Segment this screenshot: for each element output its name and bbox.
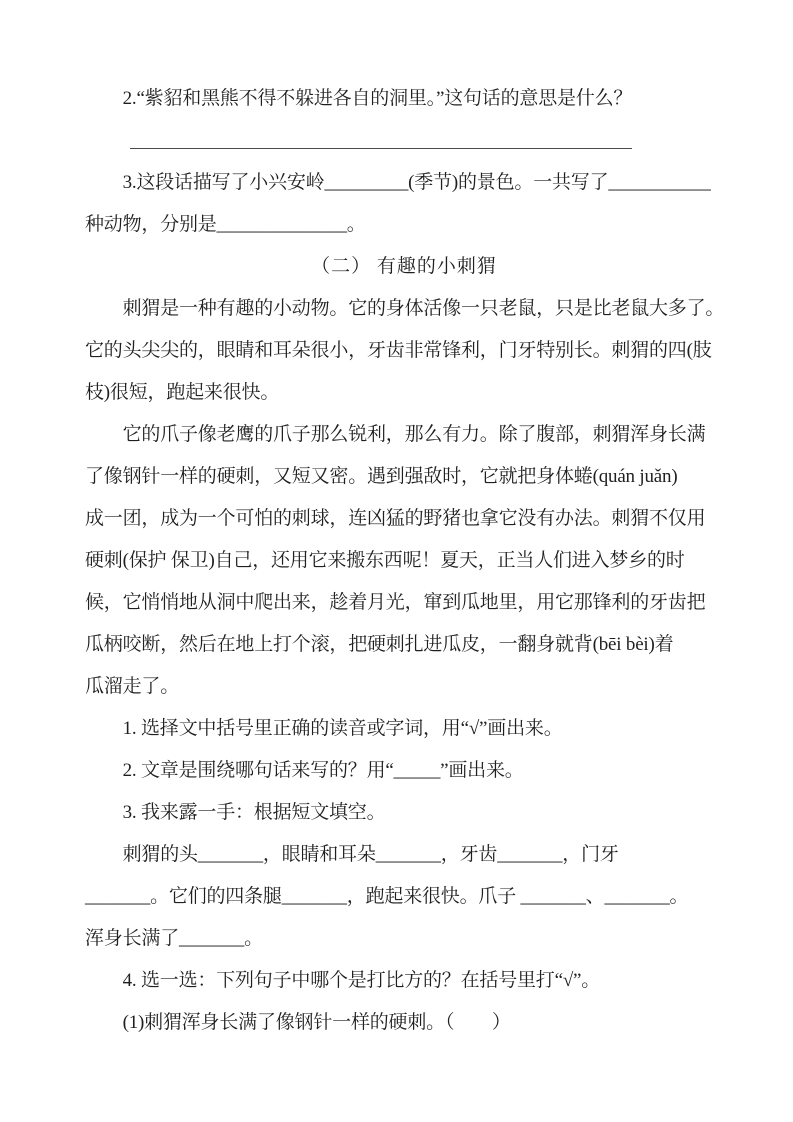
question-2-text: 2. 文章是围绕哪句话来写的？用“_____”画出来。 (85, 760, 524, 781)
passage-line: 它的头尖尖的，眼睛和耳朵很小，牙齿非常锋利，门牙特别长。刺猬的四(肢 (85, 340, 712, 361)
question-3-text: 3. 我来露一手：根据短文填空。 (85, 802, 386, 823)
passage-line: 成一团，成为一个可怕的刺球，连凶猛的野猪也拿它没有办法。刺猬不仅用 (85, 508, 706, 529)
fill-blank-line: 刺猬的头_______，眼睛和耳朵_______，牙齿_______，门牙 (85, 844, 619, 865)
passage-line: 刺猬是一种有趣的小动物。它的身体活像一只老鼠，只是比老鼠大多了。 (85, 298, 725, 319)
answer-line-row (85, 120, 723, 162)
question-3-fill-blanks (85, 834, 723, 960)
passage-line: 候，它悄悄地从洞中爬出来，趁着月光，窜到瓜地里，用它那锋利的牙齿把 (85, 592, 706, 613)
passage-line: 瓜溜走了。 (85, 676, 180, 697)
passage-paragraph-2 (85, 414, 723, 708)
question-1-text: 1. 选择文中括号里正确的读音或字词，用“√”画出来。 (85, 718, 563, 739)
fill-blank-line: 浑身长满了_______。 (85, 928, 263, 949)
prev-question-3-line2: 种动物，分别是______________。 (85, 214, 366, 235)
passage-title: （二） 有趣的小刺猬 (311, 256, 497, 277)
passage-paragraph-1 (85, 288, 723, 414)
passage-line: 瓜柄咬断，然后在地上打个滚，把硬刺扎进瓜皮，一翻身就背(bēi bèi)着 (85, 634, 674, 655)
passage-line: 它的爪子像老鹰的爪子那么锐利，那么有力。除了腹部，刺猬浑身长满 (85, 424, 706, 445)
prev-question-3-line1: 3.这段话描写了小兴安岭_________(季节)的景色。一共写了___________ (85, 172, 711, 193)
question-4-item-1: (1)刺猬浑身长满了像钢针一样的硬刺。（ ） (85, 1012, 511, 1033)
passage-line: 硬刺(保护 保卫)自己，还用它来搬东西呢！夏天，正当人们进入梦乡的时 (85, 550, 685, 571)
passage-line: 了像钢针一样的硬刺，又短又密。遇到强敌时，它就把身体蜷(quán juǎn) (85, 466, 678, 487)
fill-blank-line: _______。它们的四条腿_______，跑起来很快。爪子 _______、_______。 (85, 886, 689, 907)
answer-writing-line (130, 148, 632, 149)
passage-line: 枝)很短，跑起来很快。 (85, 382, 280, 403)
question-4-text: 4. 选一选：下列句子中哪个是打比方的？在括号里打“√”。 (85, 970, 601, 991)
prev-question-2-text: 2.“紫貂和黑熊不得不躲进各自的洞里。”这句话的意思是什么？ (85, 88, 633, 109)
